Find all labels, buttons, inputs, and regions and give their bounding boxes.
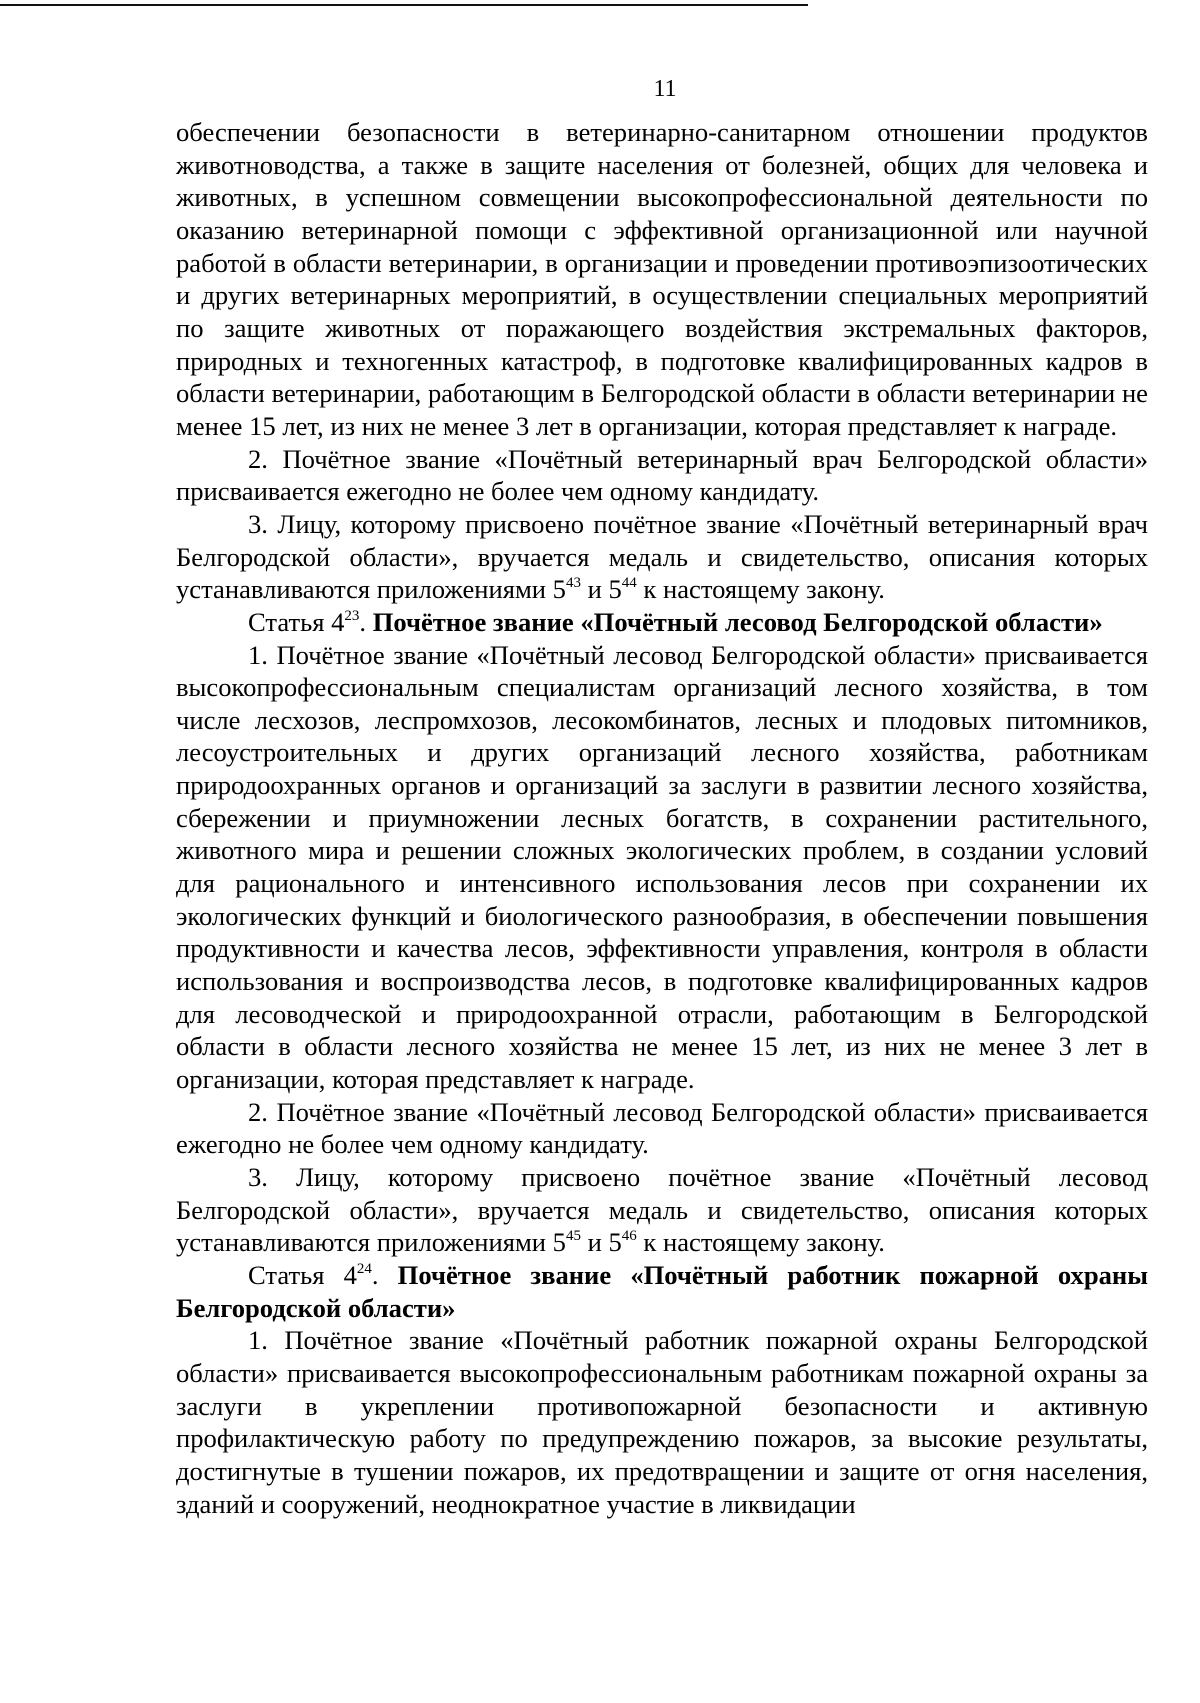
- article-heading-4-24: Статья $4^{24}$. Почётное звание «Почётный работник пожарной охраны Белгородской области»: [176, 1259, 1148, 1323]
- paragraph-continuation: обеспечении безопасности в ветеринарно-санитарном отношении продуктов животноводства, а также в защите населения от болезней, общих для человека и животных, в успешном совмещении высокопрофессиональной деятельности по оказанию ветеринарной помощи с эффективной организационной или научной работой в области ветеринарии, в организации и проведении противоэпизоотических и других ветеринарных мероприятий, в осуществлении специальных мероприятий по защите животных от поражающего воздействия экстремальных факторов, природных и техногенных катастроф, в подготовке квалифицированных кадров в области ветеринарии, работающим в Белгородской области в области ветеринарии не менее 15 лет, из них не менее 3 лет в организации, которая представляет к награде.: [176, 117, 1148, 441]
- paragraph-vet-item-2: 2. Почётное звание «Почётный ветеринарный врач Белгородской области» присваивается ежегодно не более чем одному кандидату.: [176, 443, 1148, 507]
- appendix-ref: $5^{45}$: [552, 1227, 581, 1258]
- document-body: [176, 116, 1148, 1520]
- paragraph-fire-item-1: 1. Почётное звание «Почётный работник пожарной охраны Белгородской области» присваивается высокопрофессиональным работникам пожарной охраны за заслуги в укреплении противопожарной безопасности и активную профилактическую работу по предупреждению пожаров, за высокие результаты, достигнутые в тушении пожаров, их предотвращении и защите от огня населения, зданий и сооружений, неоднократное участие в ликвидации: [176, 1325, 1148, 1519]
- article-title: Почётное звание «Почётный лесовод Белгородской области»: [372, 606, 1103, 637]
- appendix-ref: $5^{46}$: [608, 1227, 637, 1258]
- appendix-ref: $5^{44}$: [608, 574, 637, 605]
- paragraph-forest-item-1: 1. Почётное звание «Почётный лесовод Белгородской области» присваивается высокопрофессиональным специалистам организаций лесного хозяйства, в том числе лесхозов, леспромхозов, лесокомбинатов, лесных и плодовых питомников, лесоустроительных и других организаций лесного хозяйства, работникам природоохранных органов и организаций за заслуги в развитии лесного хозяйства, сбережении и приумножении лесных богатств, в сохранении растительного, животного мира и решении сложных экологических проблем, в создании условий для рационального и интенсивного использования лесов при сохранении их экологических функций и биологического разнообразия, в обеспечении повышения продуктивности и качества лесов, эффективности управления, контроля в области использования и воспроизводства лесов, в подготовке квалифицированных кадров для лесоводческой и природоохранной отрасли, работающим в Белгородской области в области лесного хозяйства не менее 15 лет, из них не менее 3 лет в организации, которая представляет к награде.: [176, 639, 1148, 1095]
- appendix-ref: $5^{43}$: [552, 574, 581, 605]
- paragraph-forest-item-2: 2. Почётное звание «Почётный лесовод Белгородской области» присваивается ежегодно не более чем одному кандидату.: [176, 1096, 1148, 1160]
- page-number: 11: [653, 76, 677, 102]
- paragraph-forest-item-3: 3. Лицу, которому присвоено почётное звание «Почётный лесовод Белгородской области», вручается медаль и свидетельство, описания которых устанавливаются приложениями $5^{45}$ и $5^{46}$ к настоящему закону.: [176, 1162, 1148, 1258]
- paragraph-vet-item-3: 3. Лицу, которому присвоено почётное звание «Почётный ветеринарный врач Белгородской области», вручается медаль и свидетельство, описания которых устанавливаются приложениями $5^{43}$ и $5^{44}$ к настоящему закону.: [176, 508, 1148, 605]
- top-scan-rule: [0, 4, 808, 6]
- article-heading-4-23: Статья $4^{23}$. Почётное звание «Почётный лесовод Белгородской области»: [248, 606, 1103, 637]
- article-title: Почётное звание «Почётный работник пожарной охраны Белгородской области»: [176, 1259, 1148, 1323]
